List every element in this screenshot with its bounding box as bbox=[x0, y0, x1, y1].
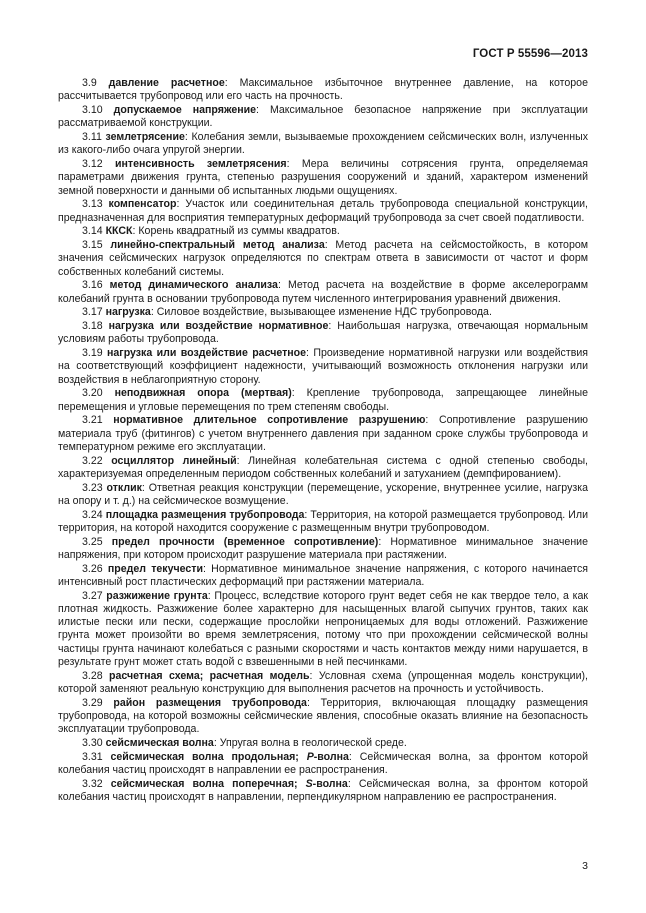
definition-number: 3.10 bbox=[82, 104, 103, 116]
definition-text: : Наибольшая нагрузка, отвечающая нормальным условиям работы трубопровода. bbox=[58, 320, 588, 346]
definition-number: 3.14 bbox=[82, 225, 103, 238]
definition-term: расчетная схема; расчетная модель bbox=[109, 669, 310, 682]
definition-number: 3.19 bbox=[82, 347, 103, 359]
definition-entry bbox=[58, 279, 588, 306]
definition-text: : Нормативное минимальное значение напряжения, с которого начинается интенсивный рост пластических деформаций при растяжении материала. bbox=[58, 562, 588, 588]
definition-term: линейно-спектральный метод анализа bbox=[110, 239, 325, 251]
definition-number: 3.32 bbox=[82, 777, 103, 790]
definitions-list bbox=[58, 77, 588, 805]
definition-term: площадка размещения трубопровода bbox=[105, 508, 305, 521]
definition-number: 3.26 bbox=[82, 562, 103, 575]
definition-number: 3.23 bbox=[82, 481, 103, 494]
definition-term: отклик bbox=[106, 481, 142, 494]
definition-term: нагрузка или воздействие расчетное bbox=[107, 347, 307, 359]
definition-text: : Условная схема (упрощенная модель конструкции), которой заменяют реальную конструкцию для выполнения расчетов на прочность и устойчивость. bbox=[58, 669, 588, 695]
definition-text: : Корень квадратный из суммы квадратов. bbox=[132, 225, 340, 238]
definition-entry bbox=[58, 590, 588, 670]
definition-entry bbox=[58, 509, 588, 536]
definition-term: неподвижная опора (мертвая) bbox=[114, 387, 292, 400]
definition-entry bbox=[58, 563, 588, 590]
definition-text: : Крепление трубопровода, запрещающее линейные перемещения и угловые перемещения по трем степеням свободы. bbox=[58, 387, 588, 413]
definition-number: 3.15 bbox=[82, 239, 103, 251]
definition-term: сейсмическая волна поперечная; S-волна bbox=[110, 777, 348, 790]
definition-term: давление расчетное bbox=[108, 77, 225, 89]
definition-number: 3.13 bbox=[82, 198, 103, 211]
definition-entry bbox=[58, 482, 588, 509]
document-id: ГОСТ Р 55596—2013 bbox=[472, 48, 588, 60]
definition-number: 3.28 bbox=[82, 669, 103, 682]
definition-entry bbox=[58, 536, 588, 563]
definition-number: 3.12 bbox=[82, 158, 103, 170]
definition-entry bbox=[58, 737, 588, 750]
definition-number: 3.9 bbox=[82, 77, 97, 89]
definition-entry bbox=[58, 778, 588, 805]
definition-text: : Метод расчета на воздействие в форме акселерограмм колебаний грунта в основании трубопровода путем численного интегрирования уравнений движения. bbox=[58, 279, 588, 305]
definition-number: 3.31 bbox=[82, 750, 103, 763]
definition-term: сейсмическая волна bbox=[105, 736, 214, 749]
definition-entry bbox=[58, 131, 588, 158]
definition-text: : Максимальное избыточное внутреннее давление, на которое рассчитывается трубопровод или его часть на прочность. bbox=[58, 77, 588, 103]
definition-entry bbox=[58, 751, 588, 778]
definition-term: ККСК bbox=[105, 225, 133, 238]
definition-entry bbox=[58, 320, 588, 347]
definition-number: 3.25 bbox=[82, 535, 103, 548]
definition-entry bbox=[58, 414, 588, 454]
definition-term: разжижение грунта bbox=[106, 589, 208, 602]
definition-text: : Упругая волна в геологической среде. bbox=[213, 736, 407, 749]
definition-entry bbox=[58, 158, 588, 198]
definition-term: район размещения трубопровода bbox=[113, 696, 307, 709]
definition-term: предел прочности (временное сопротивление) bbox=[111, 535, 379, 548]
definition-entry bbox=[58, 104, 588, 131]
definition-term: нагрузка bbox=[105, 306, 151, 319]
definition-number: 3.16 bbox=[82, 279, 103, 292]
definition-entry bbox=[58, 239, 588, 279]
definition-number: 3.18 bbox=[82, 320, 103, 332]
definition-term: компенсатор bbox=[108, 198, 177, 211]
definition-text: : Участок или соединительная деталь трубопровода специальной конструкции, предназначенная для восприятия температурных деформаций трубопровода за счет своей податливости. bbox=[58, 198, 588, 224]
definition-text: : Процесс, вследствие которого грунт ведет себя не как твердое тело, а как плотная жидкость. Разжижение более характерно для насыщенных влагой сыпучих грунтов, таких как илистые пески или пески, содержащие прослойки непроницаемых для воды отложений. Разжижение грунта может произойти во время землетрясения, потому что при прохождении сейсмической волны частицы грунта начинают колебаться с разными скоростями и часть контактов между ними нарушается, в результате грунт может стать водой с взвешенными в ней песчинками. bbox=[58, 589, 588, 668]
definition-text: : Сейсмическая волна, за фронтом которой колебания частиц происходят в направлении, перпендикулярном направлению ее распространения. bbox=[58, 777, 588, 803]
definition-text: : Линейная колебательная система с одной степенью свободы, характеризуемая определенным периодом собственных колебаний и затуханием (демпфированием). bbox=[58, 454, 588, 480]
definition-text: : Ответная реакция конструкции (перемещение, ускорение, внутреннее усилие, нагрузка на опору и т. д.) на сейсмическое возмущение. bbox=[58, 481, 588, 507]
definition-number: 3.11 bbox=[82, 131, 102, 143]
definition-text: : Колебания земли, вызываемые прохождением сейсмических волн, излученных из какого-либо очага упругой энергии. bbox=[58, 131, 588, 157]
definition-term: землетрясение bbox=[105, 131, 185, 143]
definition-entry bbox=[58, 225, 588, 238]
definition-text: : Сопротивление разрушению материала труб (фитингов) с учетом внутреннего давления при заданном сроке службы трубопровода и температурном режиме его эксплуатации. bbox=[58, 414, 588, 453]
definition-text: : Территория, включающая площадку размещения трубопровода, на которой возможны сейсмические явления, способные оказать влияние на безопасность эксплуатации трубопровода. bbox=[58, 696, 588, 735]
definition-number: 3.17 bbox=[82, 306, 103, 319]
definition-term: сейсмическая волна продольная; Р-волна bbox=[110, 750, 349, 763]
definition-text: : Территория, на которой размещается трубопровод. Или территория, на которой находится сооружение с размещенным внутри трубопроводом. bbox=[58, 508, 588, 534]
definition-term: метод динамического анализа bbox=[109, 279, 278, 292]
definition-text: : Мера величины сотрясения грунта, определяемая параметрами движения грунта, степенью разрушения сооружений и зданий, характером изменений земной поверхности и данными об испытанных людьми ощущениях. bbox=[58, 158, 588, 197]
definition-term: нагрузка или воздействие нормативное bbox=[108, 320, 329, 332]
definition-entry bbox=[58, 77, 588, 104]
definition-number: 3.24 bbox=[82, 508, 103, 521]
definition-text: : Нормативное минимальное значение напряжения, при котором происходит разрушение материала при растяжении. bbox=[58, 535, 588, 561]
definition-number: 3.29 bbox=[82, 696, 103, 709]
definition-number: 3.21 bbox=[82, 414, 103, 427]
definition-entry bbox=[58, 347, 588, 387]
definition-term: предел текучести bbox=[107, 562, 203, 575]
definition-entry bbox=[58, 198, 588, 225]
definition-number: 3.20 bbox=[82, 387, 103, 400]
definition-entry bbox=[58, 455, 588, 482]
definition-term: интенсивность землетрясения bbox=[114, 158, 287, 170]
definition-entry bbox=[58, 387, 588, 414]
definition-text: : Максимальное безопасное напряжение при эксплуатации рассматриваемой конструкции. bbox=[58, 104, 588, 130]
definition-text: : Произведение нормативной нагрузки или воздействия на соответствующий коэффициент надежности, учитывающий возможность отклонения нагрузки или воздействия в неблагоприятную сторону. bbox=[58, 347, 588, 386]
definition-term: допускаемое напряжение bbox=[113, 104, 257, 116]
definition-number: 3.30 bbox=[82, 736, 103, 749]
definition-entry bbox=[58, 670, 588, 697]
definition-number: 3.27 bbox=[82, 589, 103, 602]
definition-term: осциллятор линейный bbox=[111, 454, 237, 467]
definition-entry bbox=[58, 697, 588, 737]
page-number: 3 bbox=[582, 860, 588, 872]
definition-text: : Силовое воздействие, вызывающее изменение НДС трубопровода. bbox=[150, 306, 492, 319]
definition-text: : Метод расчета на сейсмостойкость, в котором значения сейсмических нагрузок определяются по спектрам ответа в зависимости от частот и форм собственных колебаний системы. bbox=[58, 239, 589, 278]
definition-text: : Сейсмическая волна, за фронтом которой колебания частиц происходят в направлении ее распространения. bbox=[58, 750, 588, 776]
definition-term: нормативное длительное сопротивление разрушению bbox=[113, 414, 426, 427]
definition-entry bbox=[58, 306, 588, 319]
definition-number: 3.22 bbox=[82, 454, 103, 467]
